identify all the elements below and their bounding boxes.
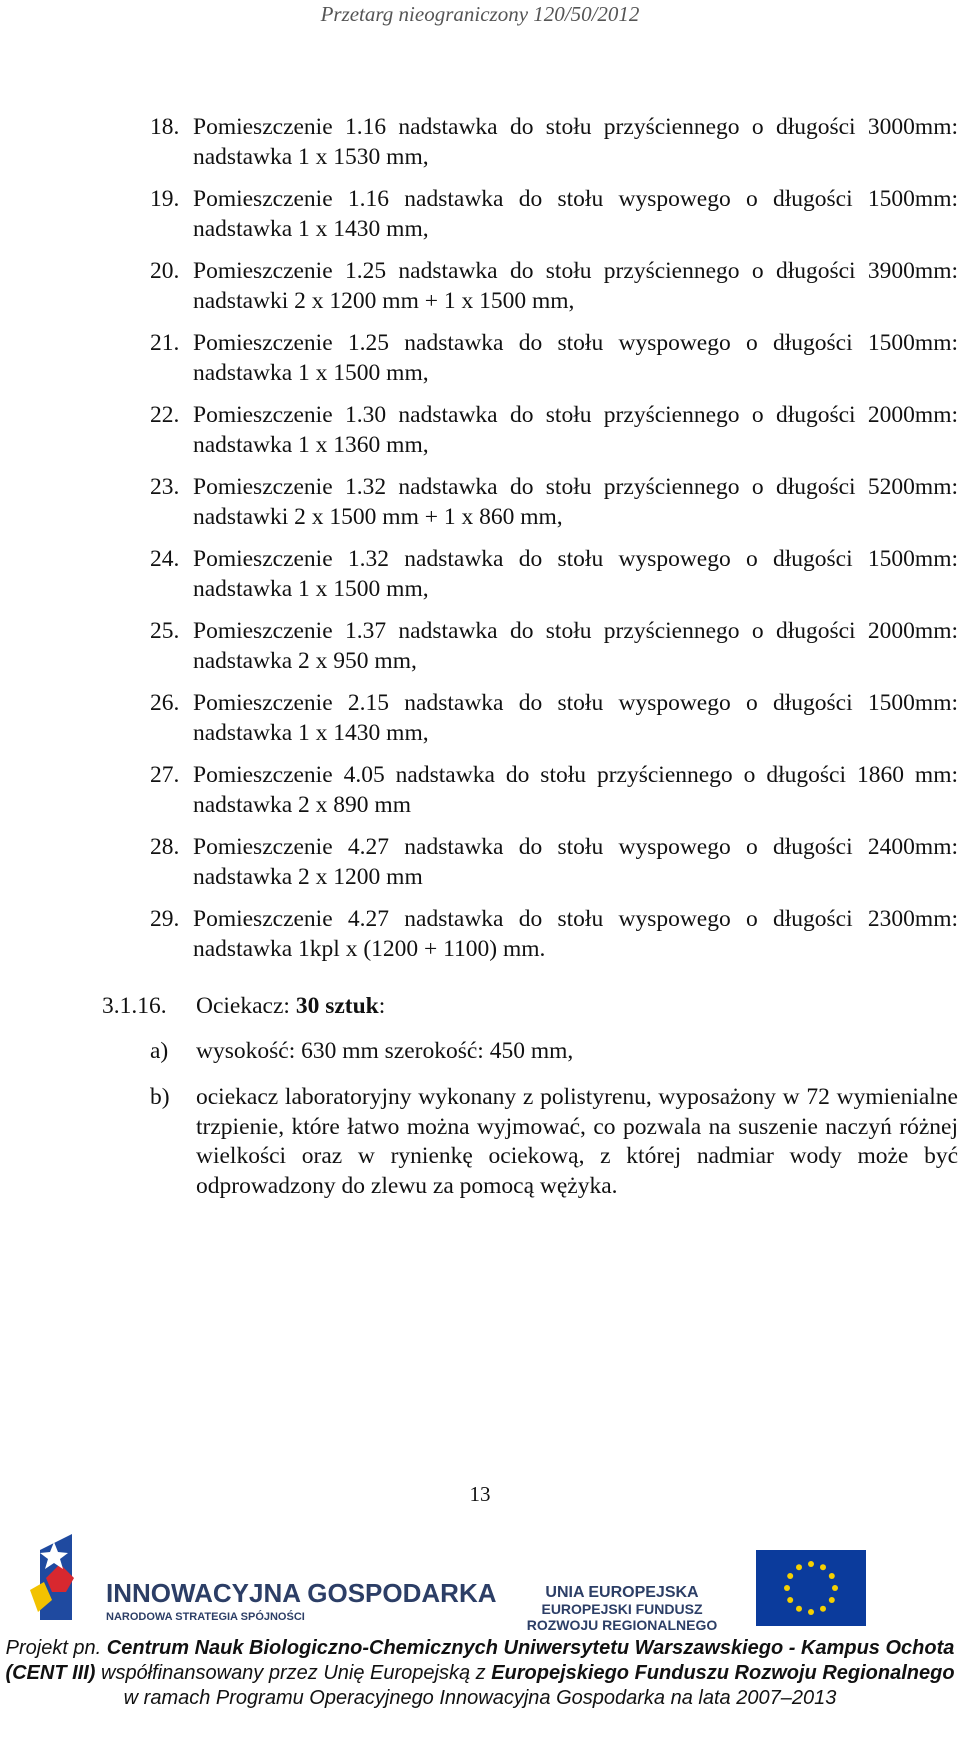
- item-text: Pomieszczenie 1.32 nadstawka do stołu przyściennego o długości 5200mm: nadstawki 2 x 1500 mm + 1 x 860 mm,: [193, 474, 958, 530]
- innowacyjna-gospodarka-logo: [30, 1534, 497, 1623]
- ig-subtitle: NARODOWA STRATEGIA SPÓJNOŚCI: [106, 1611, 305, 1623]
- eu-star-icon: [787, 1597, 793, 1603]
- item-number: 26.: [150, 690, 180, 716]
- sub-item-text: wysokość: 630 mm szerokość: 450 mm,: [196, 1038, 574, 1064]
- list-item: [150, 185, 958, 244]
- item-text: Pomieszczenie 1.30 nadstawka do stołu przyściennego o długości 2000mm: nadstawka 1 x 1360 mm,: [193, 402, 958, 458]
- item-text: Pomieszczenie 1.16 nadstawka do stołu wyspowego o długości 1500mm: nadstawka 1 x 1430 mm,: [193, 186, 958, 242]
- item-number: 20.: [150, 258, 180, 284]
- list-item: [150, 113, 958, 172]
- eu-line-2: EUROPEJSKI FUNDUSZ: [541, 1601, 703, 1617]
- section-number: 3.1.16.: [102, 993, 167, 1019]
- item-text: Pomieszczenie 1.25 nadstawka do stołu przyściennego o długości 3900mm: nadstawki 2 x 1200 mm + 1 x 1500 mm,: [193, 258, 958, 314]
- eu-line-1: UNIA EUROPEJSKA: [545, 1584, 699, 1601]
- footer-fund: Europejskiego Funduszu Rozwoju Regionalnego: [491, 1662, 955, 1684]
- ig-title: INNOWACYJNA GOSPODARKA: [106, 1578, 497, 1608]
- item-list: [150, 113, 958, 977]
- section-count: 30 sztuk: [295, 993, 379, 1019]
- item-number: 19.: [150, 186, 180, 212]
- eu-star-icon: [829, 1597, 835, 1603]
- item-number: 29.: [150, 906, 180, 932]
- eu-star-icon: [784, 1585, 790, 1591]
- eu-star-icon: [808, 1561, 814, 1567]
- list-item: [150, 617, 958, 676]
- eu-star-icon: [820, 1606, 826, 1612]
- eu-star-icon: [820, 1564, 826, 1570]
- item-number: 23.: [150, 474, 180, 500]
- sub-item-b: [150, 1083, 958, 1201]
- item-number: 22.: [150, 402, 180, 428]
- item-number: 21.: [150, 330, 180, 356]
- eu-star-icon: [832, 1585, 838, 1591]
- item-text: Pomieszczenie 1.16 nadstawka do stołu przyściennego o długości 3000mm: nadstawka 1 x 1530 mm,: [193, 114, 958, 170]
- sub-item-text: ociekacz laboratoryjny wykonany z polistyrenu, wyposażony w 72 wymienialne trzpienie, które łatwo można wyjmować, co pozwala na suszenie naczyń różnej wielkości oraz w rynienkę ociekową, z której nadmiar wody może być odprowadzony do zlewu za pomocą wężyka.: [196, 1084, 958, 1199]
- footer-prefix: Projekt pn.: [5, 1637, 107, 1659]
- list-item: [150, 545, 958, 604]
- item-text: Pomieszczenie 1.37 nadstawka do stołu przyściennego o długości 2000mm: nadstawka 2 x 950 mm,: [193, 618, 958, 674]
- item-text: Pomieszczenie 2.15 nadstawka do stołu wyspowego o długości 1500mm: nadstawka 1 x 1430 mm,: [193, 690, 958, 746]
- sub-item-label: a): [150, 1038, 169, 1064]
- item-number: 18.: [150, 114, 180, 140]
- list-item: [150, 401, 958, 460]
- item-text: Pomieszczenie 4.05 nadstawka do stołu przyściennego o długości 1860 mm: nadstawka 2 x 890 mm: [193, 762, 958, 818]
- eu-star-icon: [808, 1609, 814, 1615]
- section-suffix: :: [378, 993, 386, 1019]
- footer-middle: współfinansowany przez Unię Europejską z: [95, 1662, 492, 1684]
- item-text: Pomieszczenie 4.27 nadstawka do stołu wyspowego o długości 2400mm: nadstawka 2 x 1200 mm: [193, 834, 958, 890]
- logo-bar: [0, 1520, 960, 1630]
- item-text: Pomieszczenie 1.25 nadstawka do stołu wyspowego o długości 1500mm: nadstawka 1 x 1500 mm,: [193, 330, 958, 386]
- section-label: Ociekacz:: [196, 993, 296, 1019]
- item-number: 27.: [150, 762, 180, 788]
- list-item: [150, 905, 958, 964]
- footer-note: [0, 1636, 960, 1711]
- list-item: [150, 329, 958, 388]
- footer-project: Centrum Nauk Biologiczno-Chemicznych Uniwersytetu Warszawskiego - Kampus Ochota (CENT III): [5, 1637, 955, 1684]
- eu-fund-logo: [527, 1550, 866, 1630]
- list-item: [150, 833, 958, 892]
- item-text: Pomieszczenie 4.27 nadstawka do stołu wyspowego o długości 2300mm: nadstawka 1kpl x (1200 + 1100) mm.: [193, 906, 958, 962]
- page-number: 13: [469, 1482, 491, 1506]
- item-number: 24.: [150, 546, 180, 572]
- list-item: [150, 761, 958, 820]
- item-number: 28.: [150, 834, 180, 860]
- logo-bar-graphic: [0, 1520, 960, 1630]
- item-text: Pomieszczenie 1.32 nadstawka do stołu wyspowego o długości 1500mm: nadstawka 1 x 1500 mm,: [193, 546, 958, 602]
- sub-item-a: [150, 1037, 958, 1067]
- eu-star-icon: [787, 1573, 793, 1579]
- page-header: Przetarg nieograniczony 120/50/2012: [320, 2, 640, 26]
- item-number: 25.: [150, 618, 180, 644]
- sub-item-label: b): [150, 1084, 170, 1110]
- list-item: [150, 473, 958, 532]
- eu-star-icon: [829, 1573, 835, 1579]
- eu-star-icon: [796, 1606, 802, 1612]
- list-item: [150, 257, 958, 316]
- list-item: [150, 689, 958, 748]
- footer-suffix: w ramach Programu Operacyjnego Innowacyjna Gospodarka na lata 2007–2013: [123, 1687, 837, 1709]
- section-heading: [102, 991, 385, 1021]
- eu-star-icon: [796, 1564, 802, 1570]
- eu-line-3: ROZWOJU REGIONALNEGO: [526, 1617, 718, 1630]
